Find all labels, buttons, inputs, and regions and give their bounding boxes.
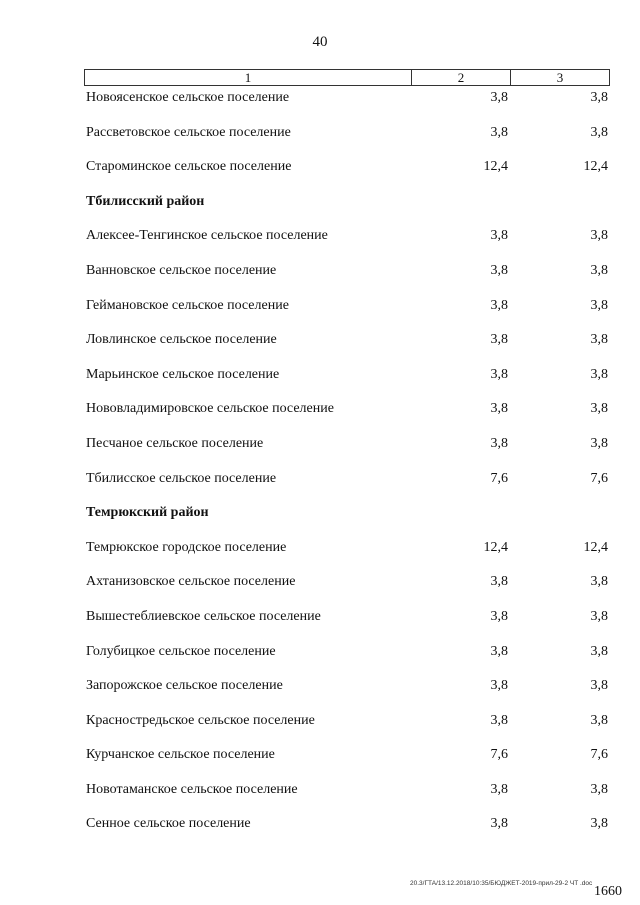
settlement-name: Ахтанизовское сельское поселение	[86, 574, 296, 590]
table-row	[0, 155, 640, 190]
table-body	[0, 86, 640, 847]
value-column-3: 7,6	[590, 470, 608, 486]
table-row	[0, 432, 640, 467]
settlement-name: Староминское сельское поселение	[86, 159, 292, 175]
settlement-name: Алексее-Тенгинское сельское поселение	[86, 228, 328, 244]
column-header-1: 1	[85, 70, 412, 85]
district-heading	[0, 501, 640, 536]
value-column-3: 3,8	[590, 678, 608, 694]
value-column-3: 3,8	[590, 781, 608, 797]
document-file-path: 20.3/ГТА/13.12.2018/10:35/БЮДЖЕТ-2019-прил-29-2 ЧТ .doc	[410, 880, 593, 887]
district-name: Тбилисский район	[86, 193, 205, 209]
value-column-2: 3,8	[490, 124, 508, 140]
handwritten-page-number: 1660	[594, 884, 622, 899]
table-header	[84, 69, 610, 86]
value-column-2: 12,4	[483, 539, 508, 555]
value-column-3: 3,8	[590, 435, 608, 451]
settlement-name: Геймановское сельское поселение	[86, 297, 289, 313]
value-column-3: 3,8	[590, 124, 608, 140]
settlement-name: Красностредьское сельское поселение	[86, 712, 315, 728]
settlement-name: Голубицкое сельское поселение	[86, 643, 276, 659]
value-column-2: 3,8	[490, 678, 508, 694]
table-row	[0, 397, 640, 432]
value-column-2: 3,8	[490, 262, 508, 278]
value-column-3: 3,8	[590, 366, 608, 382]
value-column-3: 3,8	[590, 228, 608, 244]
district-name: Темрюкский район	[86, 505, 209, 521]
value-column-2: 7,6	[490, 470, 508, 486]
value-column-3: 3,8	[590, 574, 608, 590]
settlement-name: Запорожское сельское поселение	[86, 678, 283, 694]
settlement-name: Сенное сельское поселение	[86, 816, 251, 832]
value-column-2: 3,8	[490, 401, 508, 417]
table-row	[0, 812, 640, 847]
table-row	[0, 259, 640, 294]
value-column-3: 3,8	[590, 712, 608, 728]
table-row	[0, 328, 640, 363]
table-row	[0, 294, 640, 329]
settlement-name: Ловлинское сельское поселение	[86, 332, 277, 348]
value-column-2: 3,8	[490, 90, 508, 105]
settlement-name: Темрюкское городское поселение	[86, 539, 287, 555]
value-column-3: 3,8	[590, 608, 608, 624]
value-column-2: 3,8	[490, 712, 508, 728]
table-row	[0, 86, 640, 121]
value-column-2: 3,8	[490, 332, 508, 348]
district-heading	[0, 190, 640, 225]
value-column-2: 3,8	[490, 643, 508, 659]
value-column-3: 3,8	[590, 262, 608, 278]
value-column-3: 12,4	[583, 539, 608, 555]
settlement-name: Тбилисское сельское поселение	[86, 470, 277, 486]
value-column-3: 7,6	[590, 747, 608, 763]
table-row	[0, 121, 640, 156]
table-row	[0, 570, 640, 605]
page-number: 40	[312, 34, 328, 50]
settlement-name: Курчанское сельское поселение	[86, 747, 275, 763]
value-column-2: 12,4	[483, 159, 508, 175]
table-row	[0, 605, 640, 640]
table-row	[0, 674, 640, 709]
settlement-name: Нововладимировское сельское поселение	[86, 401, 334, 417]
value-column-3: 3,8	[590, 816, 608, 832]
column-header-3: 3	[556, 70, 564, 85]
value-column-2: 3,8	[490, 608, 508, 624]
settlement-name: Новоясенское сельское поселение	[86, 90, 290, 105]
value-column-2: 3,8	[490, 228, 508, 244]
table-row	[0, 743, 640, 778]
value-column-2: 3,8	[490, 366, 508, 382]
table-row	[0, 467, 640, 502]
table-row	[0, 778, 640, 813]
value-column-3: 3,8	[590, 332, 608, 348]
settlement-name: Марьинское сельское поселение	[86, 366, 280, 382]
settlement-name: Новотаманское сельское поселение	[86, 781, 298, 797]
value-column-3: 3,8	[590, 90, 608, 105]
value-column-2: 3,8	[490, 816, 508, 832]
value-column-2: 3,8	[490, 435, 508, 451]
settlement-name: Рассветовское сельское поселение	[86, 124, 291, 140]
column-header-2: 2	[412, 70, 511, 85]
value-column-3: 3,8	[590, 297, 608, 313]
value-column-2: 3,8	[490, 574, 508, 590]
table-row	[0, 640, 640, 675]
table-row	[0, 363, 640, 398]
value-column-2: 3,8	[490, 297, 508, 313]
value-column-3: 12,4	[583, 159, 608, 175]
settlement-name: Ванновское сельское поселение	[86, 262, 277, 278]
table-row	[0, 536, 640, 571]
value-column-2: 3,8	[490, 781, 508, 797]
value-column-2: 7,6	[490, 747, 508, 763]
value-column-3: 3,8	[590, 401, 608, 417]
value-column-3: 3,8	[590, 643, 608, 659]
settlement-name: Песчаное сельское поселение	[86, 435, 264, 451]
table-row	[0, 709, 640, 744]
settlement-name: Вышестеблиевское сельское поселение	[86, 608, 321, 624]
table-row	[0, 224, 640, 259]
